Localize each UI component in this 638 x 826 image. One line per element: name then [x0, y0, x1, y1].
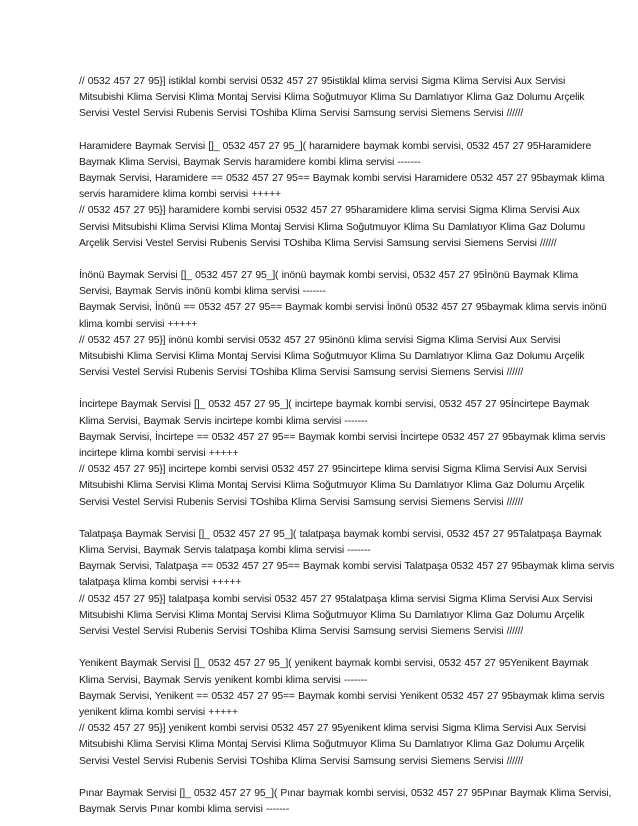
text-line: // 0532 457 27 95}] haramidere kombi servisi 0532 457 27 95haramidere klima servisi Sigma Klima Servisi Aux — [79, 205, 580, 217]
text-line: incirtepe klima kombi servisi +++++ — [79, 448, 239, 460]
text-line: // 0532 457 27 95}] istiklal kombi servisi 0532 457 27 95istiklal klima servisi Sigma Klima Servisi Aux Servisi — [79, 76, 566, 87]
text-line: klima kombi servisi +++++ — [79, 318, 198, 330]
text-line: Mitsubishi Klima Servisi Klima Montaj Servisi Klima Soğutmuyor Klima Su Damlatıyor Klima Gaz Dolumu Arçelik — [79, 351, 585, 363]
text-line: Talatpaşa Baymak Servisi []_ 0532 457 27 95_]( talatpaşa baymak kombi servisi, 0532 457 27 95Talatpaşa Baymak — [79, 528, 602, 540]
text-line: Pınar Baymak Servisi []_ 0532 457 27 95_]( Pınar baymak kombi servisi, 0532 457 27 95Pınar Baymak Klima Servisi, — [79, 787, 612, 799]
text-line: Mitsubishi Klima Servisi Klima Montaj Servisi Klima Soğutmuyor Klima Su Damlatıyor Klima Gaz Dolumu Arçelik — [79, 609, 585, 621]
paragraph — [79, 397, 606, 510]
text-line: İncirtepe Baymak Servisi []_ 0532 457 27 95_]( incirtepe baymak kombi servisi, 0532 457 27 95İncirtepe Baymak — [79, 399, 590, 411]
text-line: Servisi Vestel Servisi Rubenis Servisi TOshiba Klima Servisi Samsung servisi Siemens Servisi ////// — [79, 367, 524, 379]
text-line: Servisi Vestel Servisi Rubenis Servisi TOshiba Klima Servisi Samsung servisi Siemens Servisi ////// — [79, 626, 524, 638]
text-line: Servisi Vestel Servisi Rubenis Servisi TOshiba Klima Servisi Samsung servisi Siemens Servisi ////// — [79, 108, 524, 120]
text-line: Baymak Servisi, İnönü == 0532 457 27 95== Baymak kombi servisi İnönü 0532 457 27 95baymak klima servis inönü — [79, 302, 607, 314]
text-line: talatpaşa klima kombi servisi +++++ — [79, 577, 242, 589]
paragraph — [79, 786, 612, 818]
text-line: Baymak Servisi, İncirtepe == 0532 457 27 95== Baymak kombi servisi İncirtepe 0532 457 27 95baymak klima servis — [79, 431, 606, 443]
text-line: // 0532 457 27 95}] yenikent kombi servisi 0532 457 27 95yenikent klima servisi Sigma Klima Servisi Aux Servisi — [79, 723, 586, 735]
text-line: yenikent klima kombi servisi +++++ — [79, 706, 238, 718]
paragraph — [79, 268, 607, 381]
text-line: Haramidere Baymak Servisi []_ 0532 457 27 95_]( haramidere baymak kombi servisi, 0532 457 27 95Haramidere — [79, 140, 592, 152]
paragraph — [79, 656, 605, 769]
text-line: Mitsubishi Klima Servisi Klima Montaj Servisi Klima Soğutmuyor Klima Su Damlatıyor Klima Gaz Dolumu Arçelik — [79, 480, 585, 492]
text-line: Baymak Servisi, Haramidere == 0532 457 27 95== Baymak kombi servisi Haramidere 0532 457 27 95baymak klima — [79, 173, 605, 185]
text-line: Klima Servisi, Baymak Servis yenikent kombi klima servisi ------- — [79, 674, 368, 686]
text-line: Yenikent Baymak Servisi []_ 0532 457 27 95_]( yenikent baymak kombi servisi, 0532 457 27 95Yenikent Baymak — [79, 658, 589, 670]
paragraph — [79, 527, 615, 640]
paragraph — [79, 139, 605, 252]
text-line: Baymak Servisi, Yenikent == 0532 457 27 95== Baymak kombi servisi Yenikent 0532 457 27 95baymak klima servis — [79, 690, 605, 702]
text-line: Klima Servisi, Baymak Servis talatpaşa kombi klima servisi ------- — [79, 545, 371, 557]
text-line: // 0532 457 27 95}] inönü kombi servisi 0532 457 27 95inönü klima servisi Sigma Klima Servisi Aux Servisi — [79, 334, 561, 346]
text-line: İnönü Baymak Servisi []_ 0532 457 27 95_]( inönü baymak kombi servisi, 0532 457 27 95İnönü Baymak Klima — [79, 270, 579, 282]
text-line: Baymak Servis Pınar kombi klima servisi ------- — [79, 803, 290, 815]
text-line: Klima Servisi, Baymak Servis incirtepe kombi klima servisi ------- — [79, 415, 368, 427]
text-line: servis haramidere klima kombi servisi +++++ — [79, 189, 281, 201]
text-line: Mitsubishi Klima Servisi Klima Montaj Servisi Klima Soğutmuyor Klima Su Damlatıyor Klima Gaz Dolumu Arçelik — [79, 739, 585, 751]
document-body — [79, 74, 615, 818]
text-line: Baymak Servisi, Talatpaşa == 0532 457 27 95== Baymak kombi servisi Talatpaşa 0532 457 27 95baymak klima servis — [79, 561, 615, 573]
text-line: Mitsubishi Klima Servisi Klima Montaj Servisi Klima Soğutmuyor Klima Su Damlatıyor Klima Gaz Dolumu Arçelik — [79, 92, 585, 104]
text-line: // 0532 457 27 95}] talatpaşa kombi servisi 0532 457 27 95talatpaşa klima servisi Sigma Klima Servisi Aux Servisi — [79, 593, 593, 605]
text-line: // 0532 457 27 95}] incirtepe kombi servisi 0532 457 27 95incirtepe klima servisi Sigma Klima Servisi Aux Servisi — [79, 464, 587, 476]
text-line: Arçelik Servisi Vestel Servisi Rubenis Servisi TOshiba Klima Servisi Samsung servisi Siemens Servisi ////// — [79, 237, 557, 249]
text-line: Baymak Klima Servisi, Baymak Servis haramidere kombi klima servisi ------- — [79, 156, 421, 168]
text-line: Servisi, Baymak Servis inönü kombi klima servisi ------- — [79, 286, 326, 298]
paragraph — [79, 74, 585, 123]
text-line: Servisi Mitsubishi Klima Servisi Klima Montaj Servisi Klima Soğutmuyor Klima Su Damlatıyor Klima Gaz Dolumu — [79, 221, 586, 233]
text-line: Servisi Vestel Servisi Rubenis Servisi TOshiba Klima Servisi Samsung servisi Siemens Servisi ////// — [79, 496, 524, 508]
text-line: Servisi Vestel Servisi Rubenis Servisi TOshiba Klima Servisi Samsung servisi Siemens Servisi ////// — [79, 755, 524, 767]
